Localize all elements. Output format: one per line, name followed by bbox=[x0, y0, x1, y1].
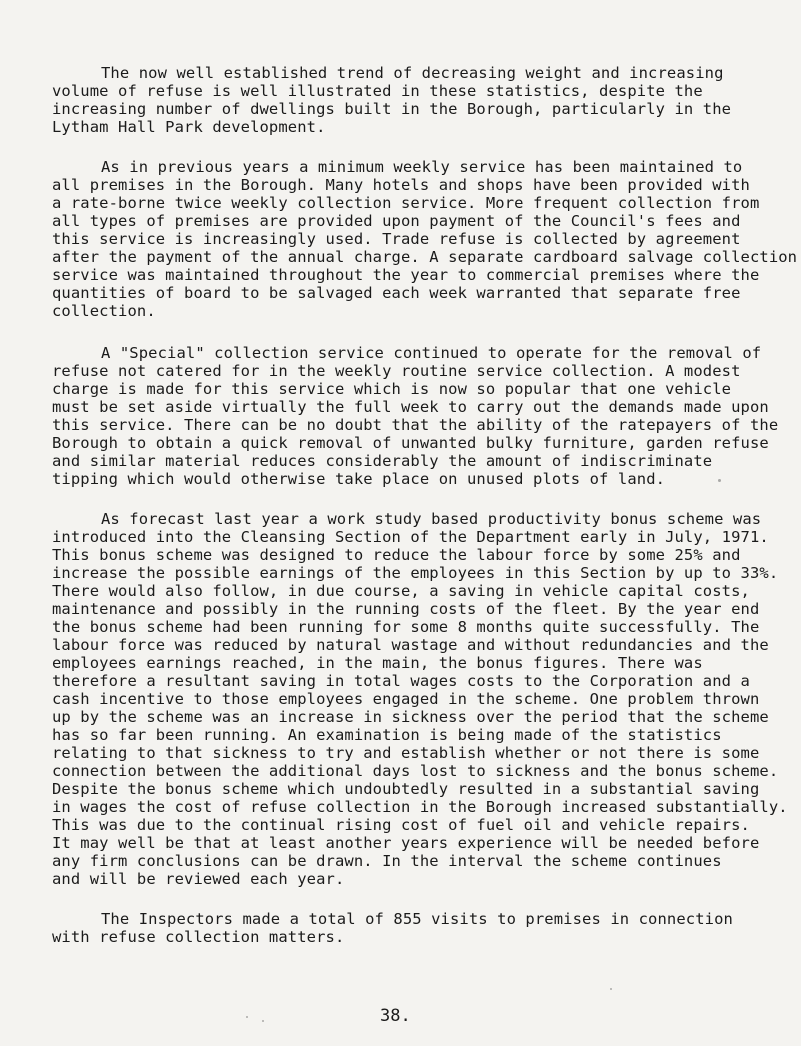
text-line: connection between the additional days lost to sickness and the bonus scheme. bbox=[52, 762, 779, 780]
text-line: collection. bbox=[52, 302, 156, 320]
text-line: maintenance and possibly in the running costs of the fleet. By the year end bbox=[52, 600, 760, 618]
text-line: labour force was reduced by natural wastage and without redundancies and the bbox=[52, 636, 769, 654]
text-line: in wages the cost of refuse collection in the Borough increased substantially. bbox=[52, 798, 788, 816]
text-line: increase the possible earnings of the employees in this Section by up to 33%. bbox=[52, 564, 779, 582]
text-line: Lytham Hall Park development. bbox=[52, 118, 326, 136]
text-line: The Inspectors made a total of 855 visits to premises in connection bbox=[101, 910, 733, 928]
scan-speck bbox=[246, 1016, 248, 1018]
text-line: any firm conclusions can be drawn. In the interval the scheme continues bbox=[52, 852, 722, 870]
text-line: all types of premises are provided upon payment of the Council's fees and bbox=[52, 212, 741, 230]
text-line: and will be reviewed each year. bbox=[52, 870, 345, 888]
text-line: As in previous years a minimum weekly service has been maintained to bbox=[101, 158, 743, 176]
text-line: The now well established trend of decreasing weight and increasing bbox=[101, 64, 724, 82]
text-line: refuse not catered for in the weekly routine service collection. A modest bbox=[52, 362, 741, 380]
text-line: It may well be that at least another years experience will be needed before bbox=[52, 834, 760, 852]
text-line: has so far been running. An examination is being made of the statistics bbox=[52, 726, 722, 744]
text-line: and similar material reduces considerably the amount of indiscriminate bbox=[52, 452, 713, 470]
scan-speck bbox=[610, 988, 612, 990]
text-line: with refuse collection matters. bbox=[52, 928, 345, 946]
text-line: introduced into the Cleansing Section of the Department early in July, 1971. bbox=[52, 528, 769, 546]
text-line: this service is increasingly used. Trade refuse is collected by agreement bbox=[52, 230, 741, 248]
scan-speck bbox=[718, 479, 721, 482]
text-line: A "Special" collection service continued to operate for the removal of bbox=[101, 344, 762, 362]
text-line: therefore a resultant saving in total wages costs to the Corporation and a bbox=[52, 672, 750, 690]
text-line: service was maintained throughout the year to commercial premises where the bbox=[52, 266, 760, 284]
text-line: after the payment of the annual charge. A separate cardboard salvage collection bbox=[52, 248, 798, 266]
text-line: charge is made for this service which is now so popular that one vehicle bbox=[52, 380, 732, 398]
text-line: a rate-borne twice weekly collection service. More frequent collection from bbox=[52, 194, 760, 212]
text-line: cash incentive to those employees engaged in the scheme. One problem thrown bbox=[52, 690, 760, 708]
text-line: this service. There can be no doubt that the ability of the ratepayers of the bbox=[52, 416, 779, 434]
scan-speck bbox=[262, 1020, 264, 1022]
text-line: increasing number of dwellings built in the Borough, particularly in the bbox=[52, 100, 732, 118]
text-line: relating to that sickness to try and establish whether or not there is some bbox=[52, 744, 760, 762]
text-line: tipping which would otherwise take place on unused plots of land. bbox=[52, 470, 666, 488]
text-line: employees earnings reached, in the main, the bonus figures. There was bbox=[52, 654, 703, 672]
text-line: This was due to the continual rising cost of fuel oil and vehicle repairs. bbox=[52, 816, 750, 834]
text-line: Despite the bonus scheme which undoubtedly resulted in a substantial saving bbox=[52, 780, 760, 798]
text-line: the bonus scheme had been running for some 8 months quite successfully. The bbox=[52, 618, 760, 636]
text-line: There would also follow, in due course, a saving in vehicle capital costs, bbox=[52, 582, 750, 600]
page-number: 38. bbox=[380, 1006, 411, 1026]
text-line: up by the scheme was an increase in sickness over the period that the scheme bbox=[52, 708, 769, 726]
text-line: must be set aside virtually the full week to carry out the demands made upon bbox=[52, 398, 769, 416]
text-line: volume of refuse is well illustrated in these statistics, despite the bbox=[52, 82, 703, 100]
text-line: This bonus scheme was designed to reduce the labour force by some 25% and bbox=[52, 546, 741, 564]
text-line: all premises in the Borough. Many hotels and shops have been provided with bbox=[52, 176, 750, 194]
text-line: Borough to obtain a quick removal of unwanted bulky furniture, garden refuse bbox=[52, 434, 769, 452]
text-line: As forecast last year a work study based productivity bonus scheme was bbox=[101, 510, 762, 528]
text-line: quantities of board to be salvaged each week warranted that separate free bbox=[52, 284, 741, 302]
